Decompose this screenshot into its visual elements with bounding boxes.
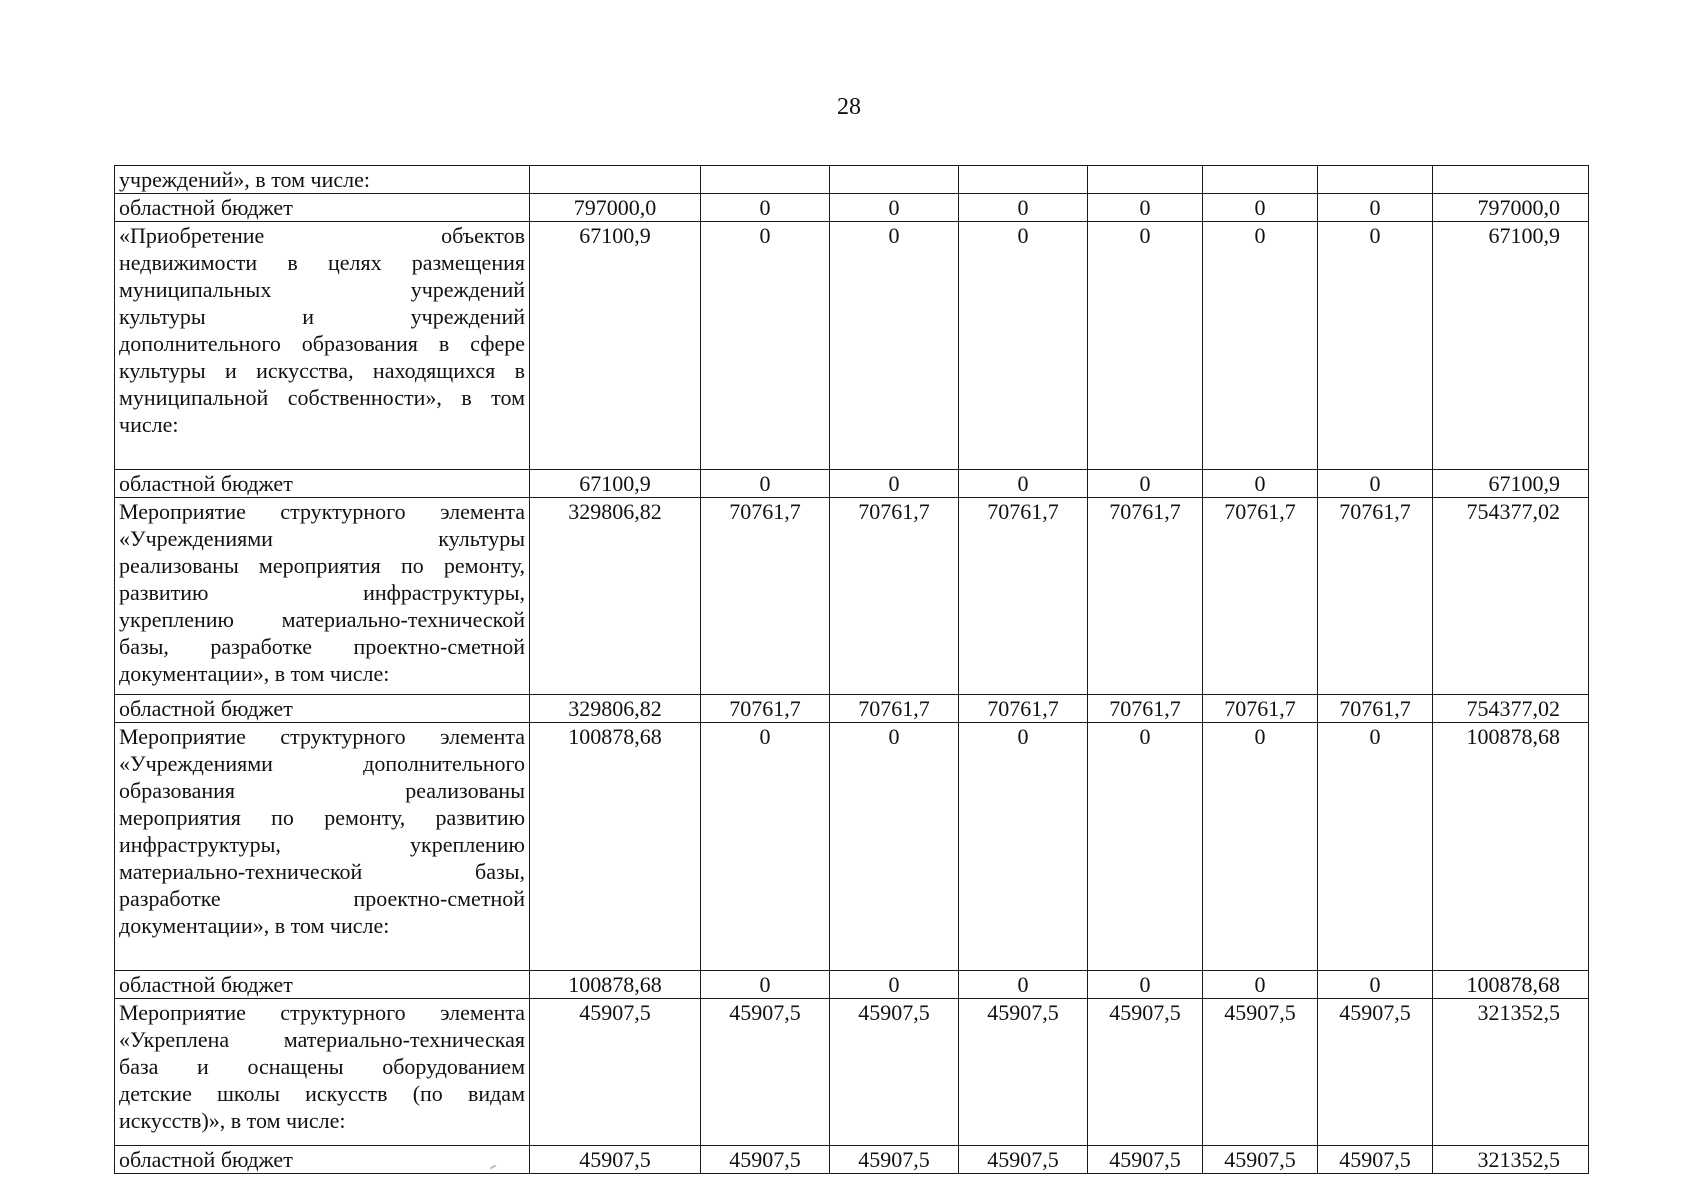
value-cell: 45907,5 bbox=[530, 1146, 701, 1174]
value-cell: 0 bbox=[959, 723, 1088, 971]
table-row bbox=[115, 498, 1589, 695]
table-row bbox=[115, 222, 1589, 470]
value-cell: 0 bbox=[959, 222, 1088, 470]
value-cell: 0 bbox=[1318, 194, 1433, 222]
row-label: областной бюджет bbox=[115, 194, 530, 222]
row-label-line: материально-технической базы, bbox=[119, 859, 525, 884]
row-label-line: база и оснащены оборудованием bbox=[119, 1054, 525, 1079]
table-row bbox=[115, 695, 1589, 723]
value-cell: 45907,5 bbox=[530, 999, 701, 1146]
row-label-line: «Учреждениями культуры bbox=[119, 526, 525, 551]
table-row bbox=[115, 166, 1589, 194]
value-cell: 45907,5 bbox=[1318, 999, 1433, 1146]
value-cell: 0 bbox=[701, 723, 830, 971]
value-cell: 70761,7 bbox=[1203, 695, 1318, 723]
row-label-line: недвижимости в целях размещения bbox=[119, 250, 525, 275]
value-cell: 0 bbox=[1318, 222, 1433, 470]
value-cell: 0 bbox=[1088, 971, 1203, 999]
row-label-line: «Учреждениями дополнительного bbox=[119, 751, 525, 776]
row-label: учреждений», в том числе: bbox=[115, 166, 530, 194]
total-cell: 321352,5 bbox=[1433, 1146, 1589, 1174]
table-row bbox=[115, 971, 1589, 999]
value-cell: 0 bbox=[1088, 194, 1203, 222]
value-cell: 45907,5 bbox=[1203, 999, 1318, 1146]
table-row bbox=[115, 1146, 1589, 1174]
row-label-line: дополнительного образования в сфере bbox=[119, 331, 525, 356]
value-cell: 0 bbox=[830, 971, 959, 999]
value-cell: 70761,7 bbox=[1203, 498, 1318, 695]
value-cell: 45907,5 bbox=[959, 1146, 1088, 1174]
value-cell: 0 bbox=[830, 194, 959, 222]
value-cell: 70761,7 bbox=[959, 695, 1088, 723]
row-label: областной бюджет bbox=[115, 695, 530, 723]
row-label-line: муниципальной собственности», в том bbox=[119, 385, 525, 410]
row-label-line: укреплению материально-технической bbox=[119, 607, 525, 632]
value-cell: 70761,7 bbox=[701, 695, 830, 723]
value-cell bbox=[1088, 166, 1203, 194]
value-cell: 100878,68 bbox=[530, 723, 701, 971]
value-cell: 67100,9 bbox=[530, 222, 701, 470]
total-cell: 797000,0 bbox=[1433, 194, 1589, 222]
value-cell: 70761,7 bbox=[830, 498, 959, 695]
value-cell: 45907,5 bbox=[830, 1146, 959, 1174]
row-label: областной бюджет bbox=[115, 470, 530, 498]
value-cell: 0 bbox=[1318, 971, 1433, 999]
row-label-line: культуры и искусства, находящихся в bbox=[119, 358, 525, 383]
value-cell: 70761,7 bbox=[830, 695, 959, 723]
row-label-line: разработке проектно-сметной bbox=[119, 886, 525, 911]
value-cell: 45907,5 bbox=[701, 999, 830, 1146]
total-cell: 100878,68 bbox=[1433, 971, 1589, 999]
table-body bbox=[115, 166, 1589, 1174]
value-cell: 70761,7 bbox=[1088, 498, 1203, 695]
row-label-line: «Укреплена материально-техническая bbox=[119, 1027, 525, 1052]
row-label-line: Мероприятие структурного элемента bbox=[119, 499, 525, 524]
total-cell: 754377,02 bbox=[1433, 695, 1589, 723]
value-cell: 0 bbox=[830, 470, 959, 498]
row-label-line: базы, разработке проектно-сметной bbox=[119, 634, 525, 659]
value-cell: 0 bbox=[1203, 971, 1318, 999]
value-cell: 329806,82 bbox=[530, 498, 701, 695]
total-cell: 100878,68 bbox=[1433, 723, 1589, 971]
value-cell: 0 bbox=[701, 222, 830, 470]
value-cell: 0 bbox=[1203, 222, 1318, 470]
value-cell: 45907,5 bbox=[1088, 1146, 1203, 1174]
value-cell: 45907,5 bbox=[959, 999, 1088, 1146]
value-cell: 0 bbox=[1088, 470, 1203, 498]
budget-table bbox=[114, 165, 1589, 1174]
total-cell bbox=[1433, 166, 1589, 194]
table-row bbox=[115, 470, 1589, 498]
value-cell: 67100,9 bbox=[530, 470, 701, 498]
value-cell: 797000,0 bbox=[530, 194, 701, 222]
value-cell bbox=[530, 166, 701, 194]
value-cell: 0 bbox=[1088, 222, 1203, 470]
row-label bbox=[115, 999, 530, 1146]
value-cell: 70761,7 bbox=[1088, 695, 1203, 723]
table-row bbox=[115, 723, 1589, 971]
value-cell: 0 bbox=[959, 470, 1088, 498]
total-cell: 321352,5 bbox=[1433, 999, 1589, 1146]
value-cell bbox=[1318, 166, 1433, 194]
value-cell bbox=[1203, 166, 1318, 194]
value-cell: 70761,7 bbox=[1318, 695, 1433, 723]
value-cell: 0 bbox=[830, 222, 959, 470]
value-cell: 45907,5 bbox=[1203, 1146, 1318, 1174]
value-cell: 45907,5 bbox=[1088, 999, 1203, 1146]
row-label-line: реализованы мероприятия по ремонту, bbox=[119, 553, 525, 578]
row-label-line: Мероприятие структурного элемента bbox=[119, 1000, 525, 1025]
row-label-line: мероприятия по ремонту, развитию bbox=[119, 805, 525, 830]
row-label bbox=[115, 222, 530, 470]
row-label-line: культуры и учреждений bbox=[119, 304, 525, 329]
value-cell: 0 bbox=[701, 194, 830, 222]
value-cell: 0 bbox=[701, 470, 830, 498]
row-label bbox=[115, 723, 530, 971]
total-cell: 67100,9 bbox=[1433, 470, 1589, 498]
row-label-line: инфраструктуры, укреплению bbox=[119, 832, 525, 857]
value-cell: 100878,68 bbox=[530, 971, 701, 999]
value-cell: 0 bbox=[1203, 194, 1318, 222]
row-label-line: искусств)», в том числе: bbox=[119, 1108, 346, 1133]
row-label-line: развитию инфраструктуры, bbox=[119, 580, 525, 605]
row-label: областной бюджет bbox=[115, 1146, 530, 1174]
table-row bbox=[115, 999, 1589, 1146]
value-cell: 329806,82 bbox=[530, 695, 701, 723]
value-cell: 0 bbox=[1318, 723, 1433, 971]
row-label-line: «Приобретение объектов bbox=[119, 223, 525, 248]
value-cell: 70761,7 bbox=[701, 498, 830, 695]
value-cell bbox=[830, 166, 959, 194]
row-label-line: образования реализованы bbox=[119, 778, 525, 803]
page-number: 28 bbox=[837, 94, 861, 120]
value-cell: 0 bbox=[959, 971, 1088, 999]
value-cell: 0 bbox=[1203, 723, 1318, 971]
row-label: областной бюджет bbox=[115, 971, 530, 999]
row-label-line: муниципальных учреждений bbox=[119, 277, 525, 302]
value-cell: 0 bbox=[1088, 723, 1203, 971]
row-label-line: детские школы искусств (по видам bbox=[119, 1081, 525, 1106]
value-cell: 0 bbox=[1318, 470, 1433, 498]
total-cell: 67100,9 bbox=[1433, 222, 1589, 470]
value-cell: 0 bbox=[830, 723, 959, 971]
value-cell: 45907,5 bbox=[1318, 1146, 1433, 1174]
value-cell: 0 bbox=[701, 971, 830, 999]
total-cell: 754377,02 bbox=[1433, 498, 1589, 695]
row-label bbox=[115, 498, 530, 695]
value-cell: 0 bbox=[959, 194, 1088, 222]
value-cell: 70761,7 bbox=[959, 498, 1088, 695]
value-cell: 45907,5 bbox=[701, 1146, 830, 1174]
value-cell: 70761,7 bbox=[1318, 498, 1433, 695]
value-cell: 0 bbox=[1203, 470, 1318, 498]
row-label-line: документации», в том числе: bbox=[119, 661, 390, 686]
value-cell bbox=[701, 166, 830, 194]
table-row bbox=[115, 194, 1589, 222]
value-cell bbox=[959, 166, 1088, 194]
row-label-line: Мероприятие структурного элемента bbox=[119, 724, 525, 749]
value-cell: 45907,5 bbox=[830, 999, 959, 1146]
row-label-line: числе: bbox=[119, 412, 179, 437]
row-label-line: документации», в том числе: bbox=[119, 913, 390, 938]
